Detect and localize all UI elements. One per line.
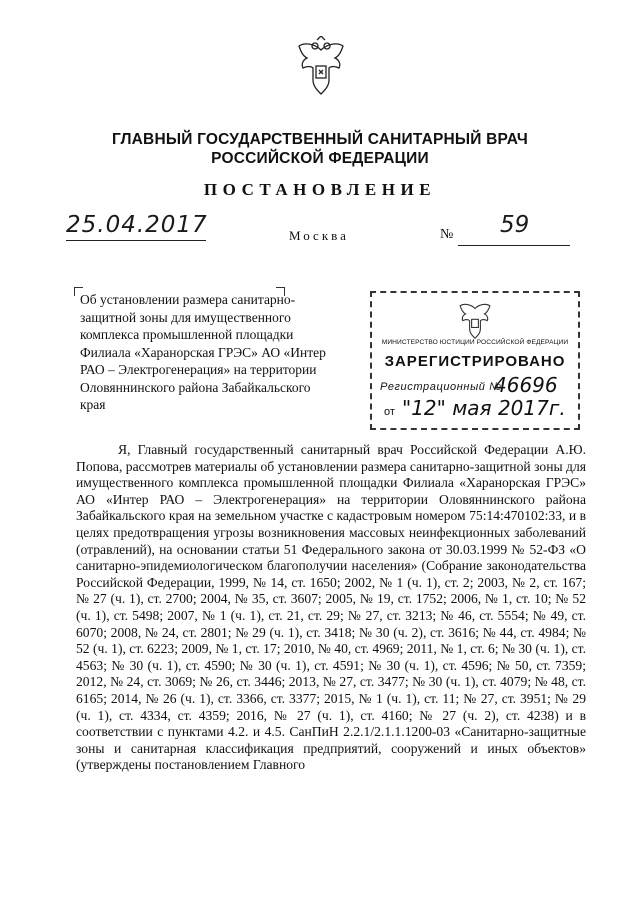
number-underline — [458, 245, 570, 246]
stamp-registration-label: Регистрационный № — [380, 381, 502, 393]
document-subject: Об установлении размера санитарно-защитной зоны для имущественного комплекса промышленной площадки Филиала «Харанорская ГРЭС» АО «Интер РАО – Электрогенерация» на территории Оловяннинского района Забайкальского края — [80, 292, 326, 412]
document-number: 59 — [500, 212, 530, 238]
stamp-registration-number: 46696 — [494, 373, 558, 397]
issuing-authority — [0, 130, 640, 168]
authority-line-2: РОССИЙСКОЙ ФЕДЕРАЦИИ — [211, 150, 429, 167]
document-date: 25.04.2017 — [66, 212, 208, 238]
document-type: ПОСТАНОВЛЕНИЕ — [203, 180, 437, 199]
stamp-coat-of-arms-icon — [455, 299, 495, 341]
stamp-ministry: МИНИСТЕРСТВО ЮСТИЦИИ РОССИЙСКОЙ ФЕДЕРАЦИИ — [381, 339, 569, 346]
date-underline — [66, 240, 206, 241]
document-city: Москва — [289, 228, 349, 243]
coat-of-arms-icon — [293, 36, 349, 98]
registration-stamp — [370, 291, 580, 430]
body-paragraph: Я, Главный государственный санитарный врач Российской Федерации А.Ю. Попова, рассмотрев материалы об установлении размера санитарно-защитной зоны для имущественного комплекса промышленной площадки Филиала «Харанорская ГРЭС» АО «Интер РАО – Электрогенерация» на территории Оловяннинского района Забайкальского края на земельном участке с кадастровым номером 75:14:470102:33, и в целях предотвращения угрозы возникновения массовых неинфекционных заболеваний (отравлений), на основании статьи 51 Федерального закона от 30.03.1999 № 52-ФЗ «О санитарно-эпидемиологическом благополучии населения» (Собрание законодательства Российской Федерации, 1999, № 14, ст. 1650; 2002, № 1 (ч. 1), ст. 2; 2003, № 2, ст. 167; № 27 (ч. 1), ст. 2700; 2004, № 35, ст. 3607; 2005, № 19, ст. 1752; 2006, № 1, ст. 10; № 52 (ч. 1), ст. 5498; 2007, № 1 (ч. 1), ст. 21, ст. 29; № 27, ст. 3213; № 46, ст. 5554; № 49, ст. 6070; 2008, № 24, ст. 2801; № 29 (ч. 1), ст. 3418; № 30 (ч. 2), ст. 3616; № 44, ст. 4984; № 52 (ч. 1), ст. 6223; 2009, № 1, ст. 17; 2010, № 40, ст. 4969; 2011, № 1, ст. 6; № 30 (ч. 1), ст. 4563; № 30 (ч. 1), ст. 4590; № 30 (ч. 1), ст. 4591; № 30 (ч. 1), ст. 4596; № 50, ст. 7359; 2012, № 24, ст. 3069; № 26, ст. 3446; 2013, № 27, ст. 3477; № 30 (ч. 1), ст. 4079; № 48, ст. 6165; 2014, № 26 (ч. 1), ст. 3366, ст. 3377; 2015, № 1 (ч. 1), ст. 11; № 27, ст. 3951; № 29 (ч. 1), ст. 4334, ст. 4359; 2016, № 27 (ч. 1), ст. 4160; № 27 (ч. 2), ст. 4238) и в соответствии с пунктами 4.2. и 4.5. СанПиН 2.2.1/2.1.1.1200-03 «Санитарно-защитные зоны и санитарная классификация предприятий, сооружений и иных объектов» (утверждены постановлением Главного — [76, 442, 586, 773]
stamp-registered: ЗАРЕГИСТРИРОВАНО — [384, 353, 566, 370]
number-label: № — [440, 227, 454, 242]
document-body — [76, 442, 586, 774]
stamp-registration-date: "12" мая 2017г. — [402, 396, 566, 420]
authority-line-1: ГЛАВНЫЙ ГОСУДАРСТВЕННЫЙ САНИТАРНЫЙ ВРАЧ — [111, 131, 528, 148]
stamp-from-label: от — [384, 406, 395, 418]
